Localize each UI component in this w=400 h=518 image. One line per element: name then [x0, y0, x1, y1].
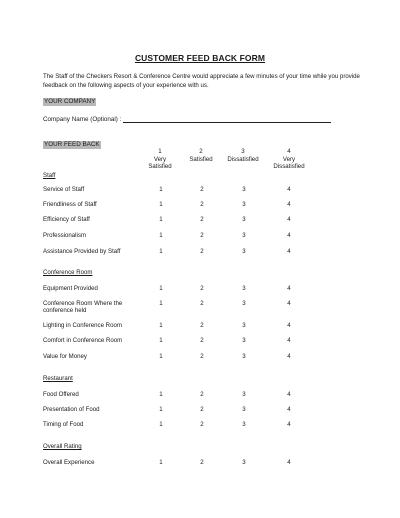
rating-option-1[interactable]: 1	[159, 201, 163, 208]
rating-option-2[interactable]: 2	[200, 201, 204, 208]
rating-row-label: Professionalism	[43, 232, 87, 239]
intro-text: The Staff of the Checkers Resort & Conference Centre would appreciate a few minutes of your time while you provide feedback on the following aspects of your experience with us.	[43, 73, 360, 89]
rating-option-1[interactable]: 1	[159, 421, 163, 428]
rating-header-number: 2	[199, 148, 203, 155]
rating-option-1[interactable]: 1	[159, 300, 163, 307]
section-heading: Staff	[43, 172, 56, 179]
rating-header-text: Very Satisfied	[148, 155, 172, 171]
rating-header-text: Satisfied	[189, 155, 213, 163]
rating-option-2[interactable]: 2	[200, 186, 204, 193]
rating-row-label: Comfort in Conference Room	[43, 337, 123, 344]
rating-option-1[interactable]: 1	[159, 337, 163, 344]
rating-option-4[interactable]: 4	[287, 186, 291, 193]
rating-option-2[interactable]: 2	[200, 391, 204, 398]
rating-header-number: 4	[287, 148, 291, 155]
rating-option-2[interactable]: 2	[200, 421, 204, 428]
rating-option-2[interactable]: 2	[200, 353, 204, 360]
rating-option-2[interactable]: 2	[200, 459, 204, 466]
rating-option-4[interactable]: 4	[287, 353, 291, 360]
rating-option-1[interactable]: 1	[159, 353, 163, 360]
rating-option-2[interactable]: 2	[200, 322, 204, 329]
rating-option-3[interactable]: 3	[242, 391, 246, 398]
rating-option-4[interactable]: 4	[287, 337, 291, 344]
rating-row-label: Overall Experience	[43, 459, 95, 466]
rating-header-text: Dissatisfied	[227, 155, 259, 163]
rating-option-4[interactable]: 4	[287, 391, 291, 398]
rating-row-label: Assistance Provided by Staff	[43, 248, 121, 255]
company-name-label: Company Name (Optional) :	[43, 116, 122, 123]
your-feedback-heading: YOUR FEED BACK	[44, 141, 100, 148]
rating-option-4[interactable]: 4	[287, 201, 291, 208]
rating-option-3[interactable]: 3	[242, 186, 246, 193]
rating-row-label: Value for Money	[43, 353, 87, 360]
rating-option-3[interactable]: 3	[242, 421, 246, 428]
rating-option-1[interactable]: 1	[159, 216, 163, 223]
rating-row-label: Efficiency of Staff	[43, 216, 90, 223]
rating-option-3[interactable]: 3	[242, 406, 246, 413]
section-heading: Conference Room	[43, 269, 93, 276]
rating-header-4	[259, 148, 319, 171]
rating-option-4[interactable]: 4	[287, 459, 291, 466]
company-name-row	[43, 116, 331, 123]
rating-option-3[interactable]: 3	[242, 216, 246, 223]
rating-row-label: Lighting in Conference Room	[43, 322, 122, 329]
rating-header-number: 3	[241, 148, 245, 155]
rating-option-1[interactable]: 1	[159, 285, 163, 292]
section-heading: Overall Rating	[43, 443, 82, 450]
rating-option-4[interactable]: 4	[287, 406, 291, 413]
rating-option-3[interactable]: 3	[242, 248, 246, 255]
section-heading: Restaurant	[43, 375, 73, 382]
rating-row-label: Equipment Provided	[43, 285, 98, 292]
rating-option-3[interactable]: 3	[242, 337, 246, 344]
rating-row-label: Conference Room Where the conference held	[43, 300, 123, 315]
rating-option-2[interactable]: 2	[200, 337, 204, 344]
rating-header-number: 1	[158, 148, 162, 155]
rating-option-3[interactable]: 3	[242, 300, 246, 307]
rating-option-3[interactable]: 3	[242, 459, 246, 466]
rating-option-1[interactable]: 1	[159, 322, 163, 329]
your-company-heading: YOUR COMPANY	[44, 98, 96, 105]
rating-option-2[interactable]: 2	[200, 216, 204, 223]
rating-option-3[interactable]: 3	[242, 232, 246, 239]
rating-option-4[interactable]: 4	[287, 421, 291, 428]
rating-option-1[interactable]: 1	[159, 406, 163, 413]
rating-option-2[interactable]: 2	[200, 300, 204, 307]
rating-option-2[interactable]: 2	[200, 232, 204, 239]
rating-option-3[interactable]: 3	[242, 322, 246, 329]
rating-option-1[interactable]: 1	[159, 459, 163, 466]
rating-row-label: Timing of Food	[43, 421, 84, 428]
rating-option-4[interactable]: 4	[287, 232, 291, 239]
rating-option-2[interactable]: 2	[200, 406, 204, 413]
rating-option-3[interactable]: 3	[242, 201, 246, 208]
rating-option-1[interactable]: 1	[159, 186, 163, 193]
rating-row-label: Presentation of Food	[43, 406, 100, 413]
form-title: CUSTOMER FEED BACK FORM	[134, 53, 266, 63]
rating-option-1[interactable]: 1	[159, 391, 163, 398]
rating-header-text: Very Dissatisfied	[273, 155, 305, 171]
rating-row-label: Food Offered	[43, 391, 79, 398]
rating-option-4[interactable]: 4	[287, 322, 291, 329]
rating-option-1[interactable]: 1	[159, 232, 163, 239]
rating-option-2[interactable]: 2	[200, 248, 204, 255]
company-name-field[interactable]	[123, 116, 331, 123]
rating-row-label: Service of Staff	[43, 186, 85, 193]
rating-row-label: Friendliness of Staff	[43, 201, 97, 208]
rating-option-3[interactable]: 3	[242, 285, 246, 292]
rating-option-2[interactable]: 2	[200, 285, 204, 292]
rating-option-4[interactable]: 4	[287, 300, 291, 307]
rating-option-4[interactable]: 4	[287, 248, 291, 255]
rating-option-4[interactable]: 4	[287, 216, 291, 223]
rating-option-1[interactable]: 1	[159, 248, 163, 255]
rating-option-4[interactable]: 4	[287, 285, 291, 292]
rating-option-3[interactable]: 3	[242, 353, 246, 360]
